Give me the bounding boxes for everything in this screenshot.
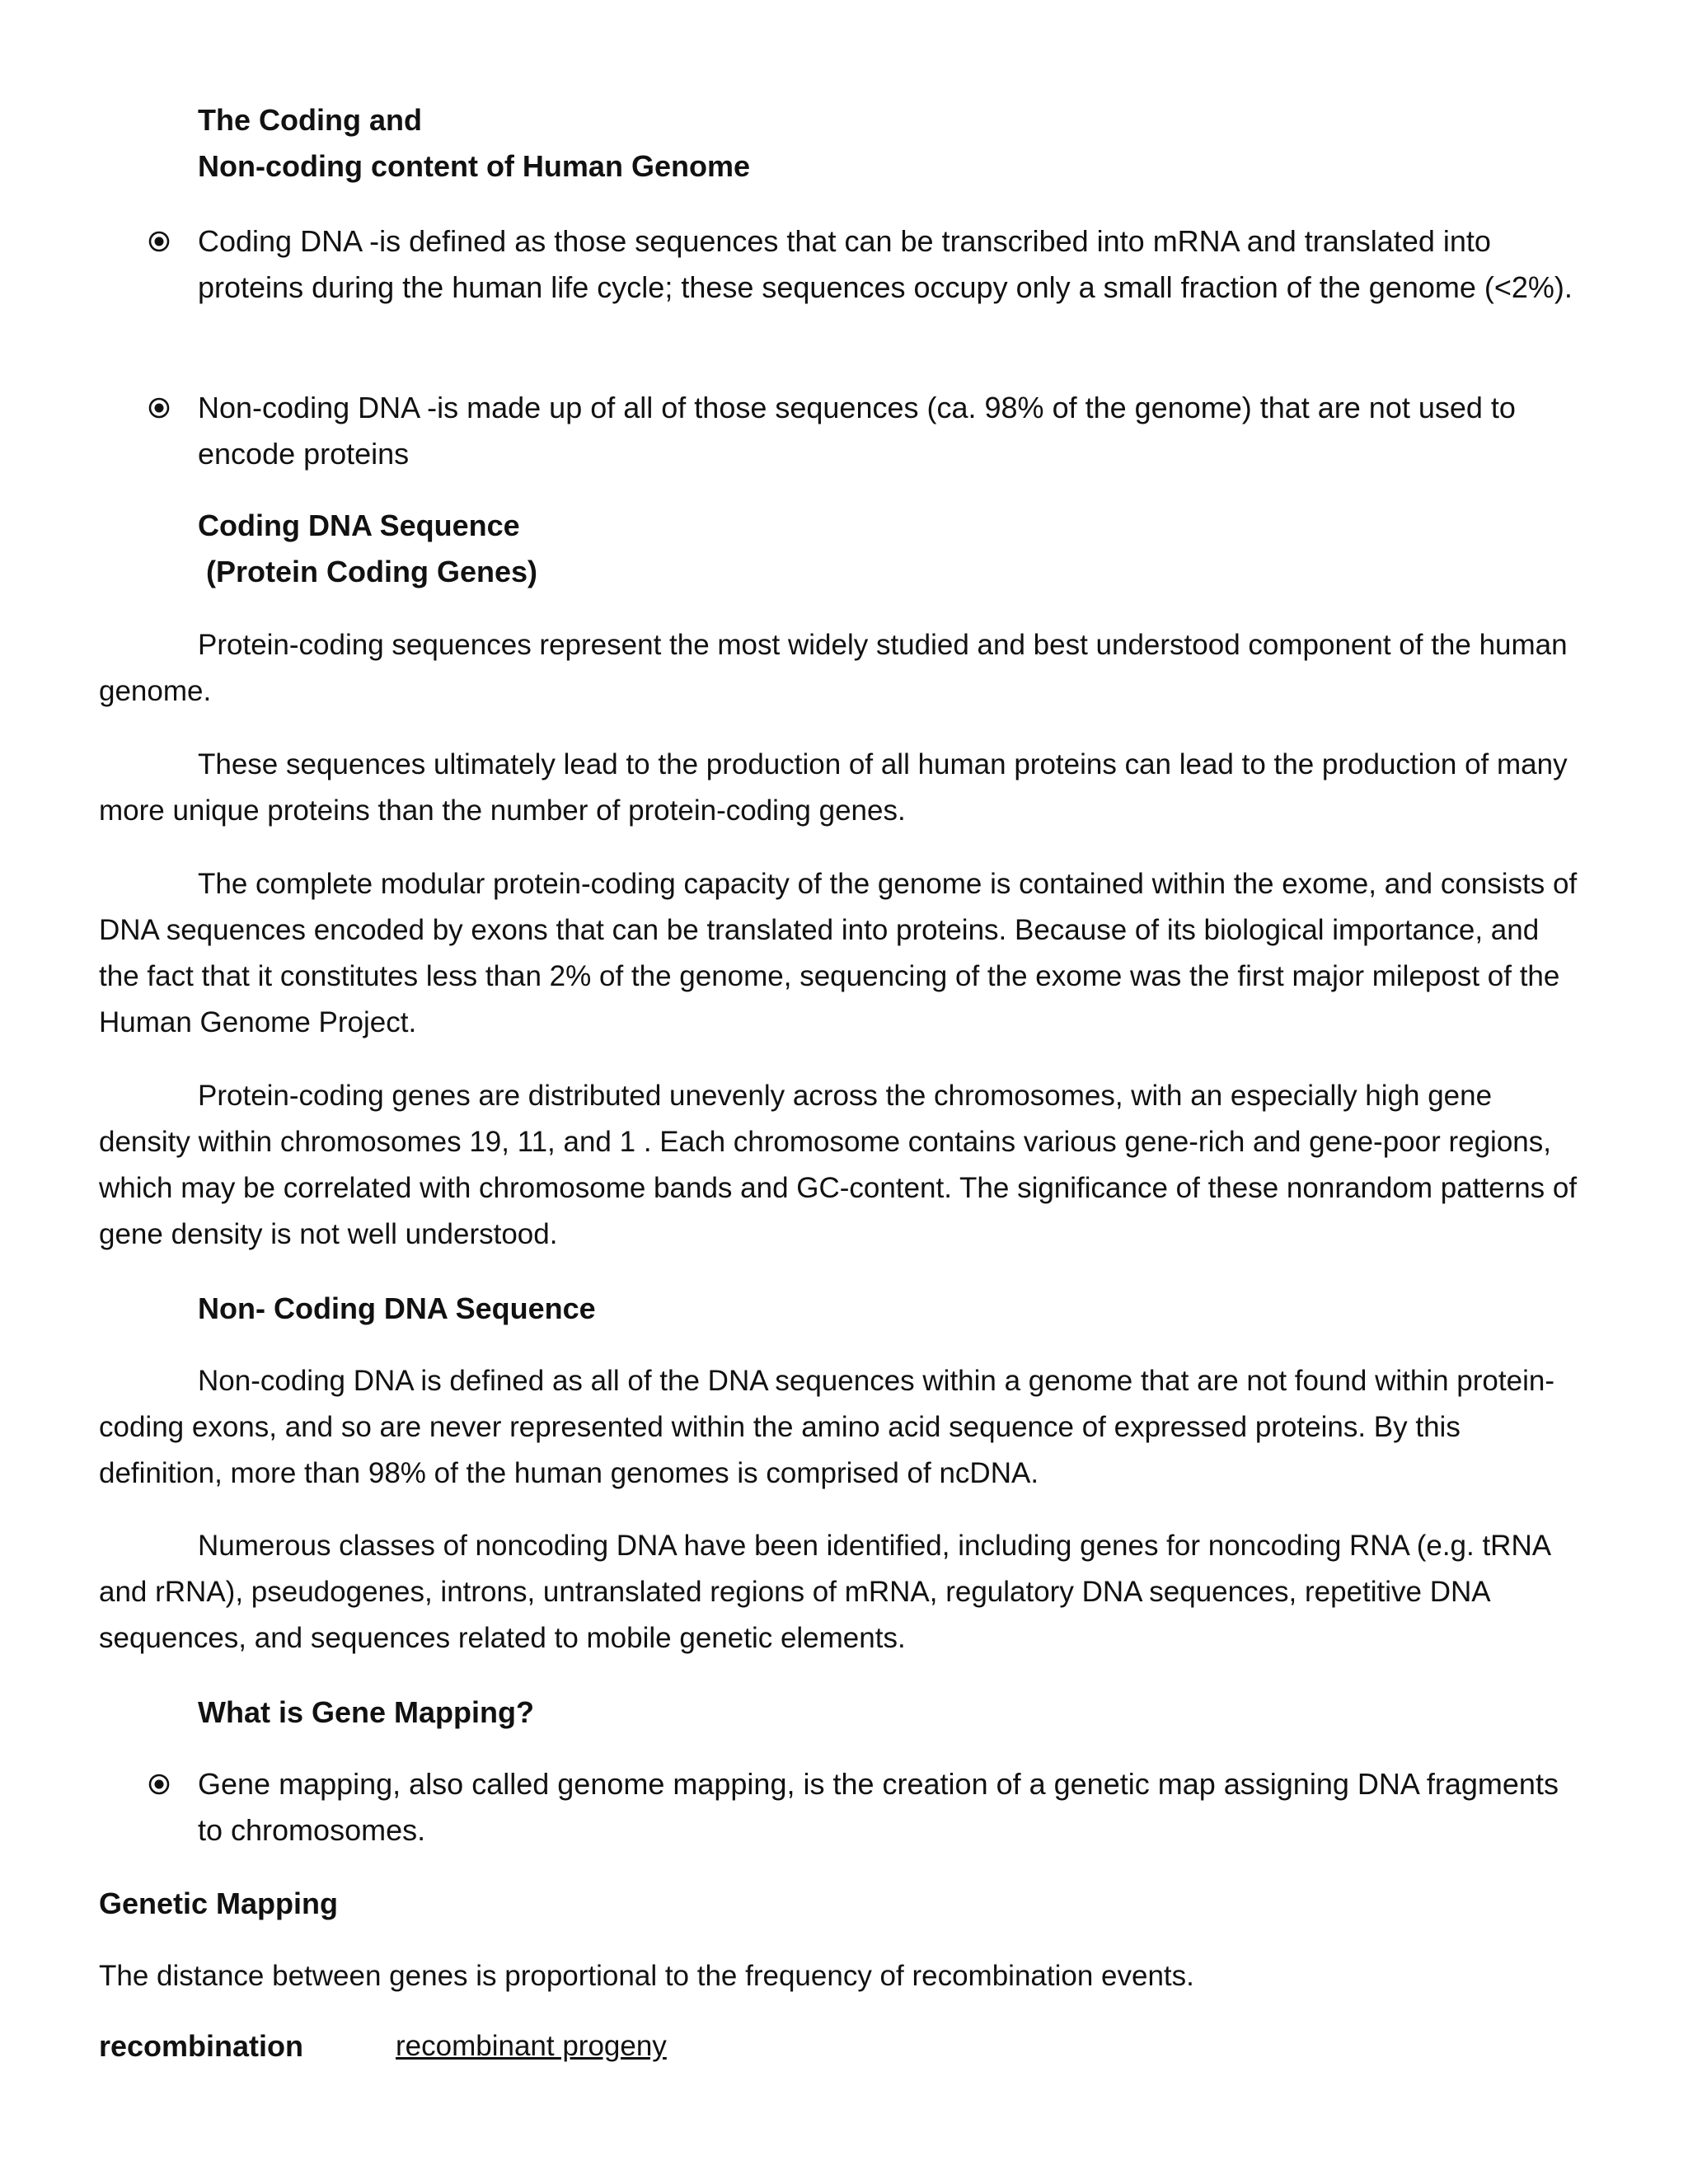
radio-bullet-icon bbox=[148, 397, 170, 419]
bullet-noncoding-dna bbox=[148, 385, 1591, 477]
heading-line: Coding DNA Sequence bbox=[198, 509, 520, 542]
genetic-mapping-text: The distance between genes is proportional to the frequency of recombination events. bbox=[99, 1960, 1194, 1992]
bullet-text: Coding DNA -is defined as those sequences that can be transcribed into mRNA and translated into proteins during the human life cycle; these sequences occupy only a small fraction of the genome (<2%). bbox=[198, 224, 1573, 304]
paragraph: Non-coding DNA is defined as all of the DNA sequences within a genome that are not found within protein-coding exons, and so are never represented within the amino acid sequence of expressed proteins. By this definition, more than 98% of the human genomes is comprised of ncDNA. bbox=[99, 1365, 1554, 1489]
paragraph: Protein-coding sequences represent the most widely studied and best understood component of the human genome. bbox=[99, 629, 1568, 707]
bullet-gene-mapping bbox=[148, 1761, 1591, 1854]
page-title bbox=[198, 97, 750, 190]
recombination-term: recombination bbox=[99, 2029, 304, 2063]
paragraph: These sequences ultimately lead to the production of all human proteins can lead to the production of many more unique proteins than the number of protein-coding genes. bbox=[99, 748, 1568, 827]
bullet-coding-dna bbox=[148, 218, 1591, 311]
paragraph: The complete modular protein-coding capacity of the genome is contained within the exome, and consists of DNA sequences encoded by exons that can be translated into proteins. Because of its biological importance, and the fact that it constitutes less than 2% of the genome, sequencing of the exome was the first major milepost of the Human Genome Project. bbox=[99, 868, 1578, 1038]
noncoding-dna-heading: Non- Coding DNA Sequence bbox=[198, 1291, 596, 1325]
genetic-mapping-heading: Genetic Mapping bbox=[99, 1886, 339, 1920]
bullet-text: Gene mapping, also called genome mapping, is the creation of a genetic map assigning DNA fragments to chromosomes. bbox=[198, 1767, 1559, 1847]
recombinant-progeny-text: recombinant progeny bbox=[396, 2030, 667, 2062]
paragraph: Protein-coding genes are distributed unevenly across the chromosomes, with an especially high gene density within chromosomes 19, 11, and 1 . Each chromosome contains various gene-rich and gene-poor regions, which may be correlated with chromosome bands and GC-content. The significance of these nonrandom patterns of gene density is not well understood. bbox=[99, 1080, 1578, 1250]
gene-mapping-heading: What is Gene Mapping? bbox=[198, 1695, 535, 1729]
radio-bullet-icon bbox=[148, 231, 170, 252]
title-line-2: Non-coding content of Human Genome bbox=[198, 149, 750, 183]
heading-line: (Protein Coding Genes) bbox=[198, 555, 538, 588]
title-line-1: The Coding and bbox=[198, 103, 422, 137]
coding-dna-heading bbox=[198, 503, 537, 595]
bullet-text: Non-coding DNA -is made up of all of those sequences (ca. 98% of the genome) that are not used to encode proteins bbox=[198, 391, 1516, 471]
paragraph: Numerous classes of noncoding DNA have been identified, including genes for noncoding RNA (e.g. tRNA and rRNA), pseudogenes, introns, untranslated regions of mRNA, regulatory DNA sequences, repetitive DNA sequences, and sequences related to mobile genetic elements. bbox=[99, 1530, 1550, 1654]
radio-bullet-icon bbox=[148, 1774, 170, 1795]
